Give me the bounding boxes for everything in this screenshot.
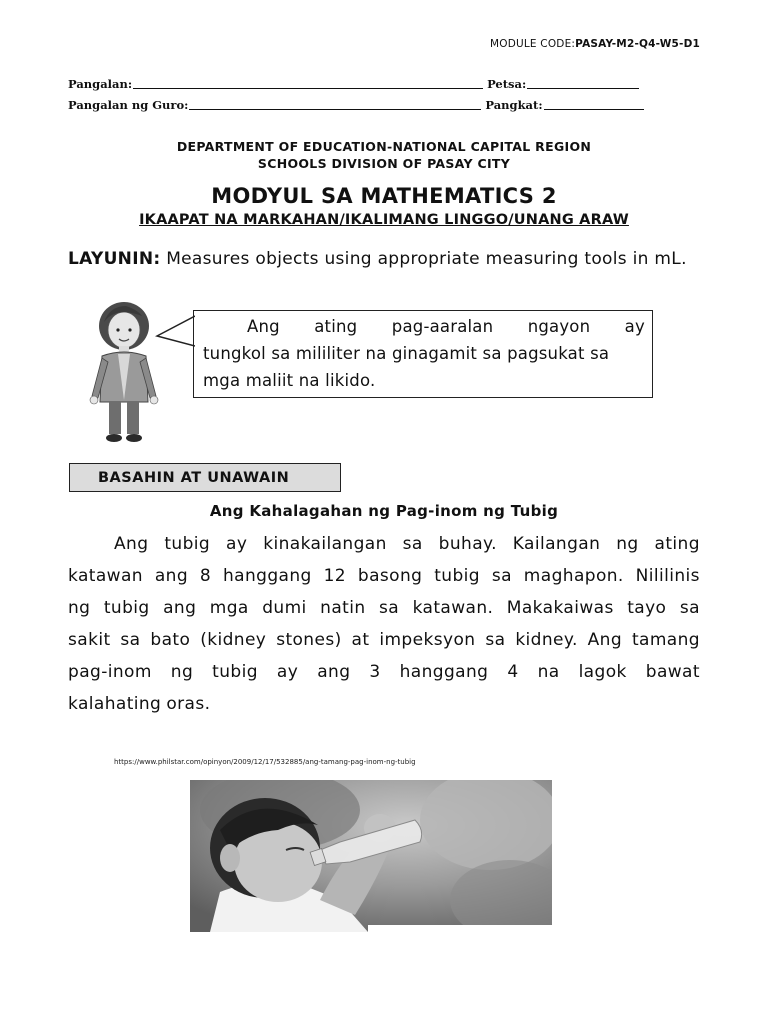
paragraph-word: kidney. <box>515 630 578 650</box>
paragraph-word: ng <box>68 598 91 618</box>
paragraph-word: stones) <box>276 630 342 650</box>
paragraph-word: tubig <box>212 662 258 682</box>
bubble-word: ating <box>314 317 358 336</box>
bubble-line-2: tungkol sa mililiter na ginagamit sa pagsukat sa <box>203 344 610 363</box>
paragraph-word: tubig <box>434 566 480 586</box>
image-source-link[interactable]: https://www.philstar.com/opinyon/2009/12/17/532885/ang-tamang-pag-inom-ng-tubig <box>114 758 416 766</box>
paragraph-word: 4 <box>507 662 519 682</box>
paragraph-word: ang <box>154 566 189 586</box>
paragraph-word: Kailangan <box>512 534 601 554</box>
paragraph-line <box>68 624 700 656</box>
paragraph-line <box>68 592 700 624</box>
section-label: Pangkat: <box>485 98 543 112</box>
paragraph-word: (kidney <box>200 630 267 650</box>
module-code-label: MODULE CODE: <box>489 38 576 50</box>
paragraph-word: ang <box>163 598 197 618</box>
module-code <box>490 38 700 50</box>
division-heading: SCHOOLS DIVISION OF PASAY CITY <box>257 156 511 171</box>
module-subtitle: IKAAPAT NA MARKAHAN/IKALIMANG LINGGO/UNANG ARAW <box>139 212 629 228</box>
paragraph-word: hanggang <box>222 566 312 586</box>
objective-text: Measures objects using appropriate measuring tools in mL. <box>166 249 687 269</box>
paragraph-word: oras. <box>166 694 211 714</box>
paragraph-line <box>68 560 700 592</box>
paragraph-word: ng <box>616 534 639 554</box>
paragraph-word: tubig <box>103 598 150 618</box>
paragraph-word: maghapon. <box>523 566 624 586</box>
paragraph-word: ating <box>654 534 700 554</box>
paragraph-word: sa <box>485 630 506 650</box>
paragraph-word: Nililinis <box>635 566 700 586</box>
paragraph-word: sa <box>679 598 700 618</box>
reading-paragraph <box>68 528 700 720</box>
paragraph-word: bato <box>150 630 191 650</box>
paragraph-word: at <box>351 630 370 650</box>
teacher-blank[interactable] <box>189 97 481 110</box>
paragraph-word: sa <box>491 566 512 586</box>
module-title: MODYUL SA MATHEMATICS 2 <box>211 184 557 208</box>
paragraph-word: impeksyon <box>379 630 476 650</box>
paragraph-word: 8 <box>199 566 212 586</box>
paragraph-word: tamang <box>631 630 700 650</box>
bubble-word: ay <box>624 317 645 336</box>
paragraph-word: na <box>537 662 560 682</box>
paragraph-word: Ang <box>114 534 149 554</box>
paragraph-word: hanggang <box>399 662 489 682</box>
objective-label: LAYUNIN: <box>68 249 161 269</box>
reading-title: Ang Kahalagahan ng Pag-inom ng Tubig <box>209 502 559 520</box>
name-blank[interactable] <box>133 76 483 89</box>
name-date-row <box>68 76 643 91</box>
paragraph-word: 3 <box>369 662 381 682</box>
paragraph-word: tayo <box>627 598 667 618</box>
paragraph-word: ay <box>226 534 248 554</box>
paragraph-word: tubig <box>164 534 211 554</box>
paragraph-word: katawan. <box>412 598 494 618</box>
paragraph-word: Ang <box>587 630 623 650</box>
paragraph-word: natin <box>320 598 366 618</box>
date-label: Petsa: <box>487 77 527 91</box>
paragraph-word: mga <box>209 598 249 618</box>
date-blank[interactable] <box>527 76 639 89</box>
paragraph-word: ay <box>276 662 299 682</box>
paragraph-word: dumi <box>262 598 307 618</box>
paragraph-word: bawat <box>645 662 700 682</box>
objective <box>68 248 700 271</box>
boy-drinking-water-photo <box>190 780 552 932</box>
paragraph-word: 12 <box>323 566 347 586</box>
paragraph-word: ng <box>170 662 194 682</box>
bubble-word: Ang <box>247 317 280 336</box>
paragraph-word: kalahating <box>68 694 162 714</box>
speech-bubble-tail <box>155 308 195 352</box>
paragraph-word: sa <box>402 534 423 554</box>
paragraph-word: katawan <box>68 566 143 586</box>
teacher-label: Pangalan ng Guro: <box>68 98 189 112</box>
module-code-value: PASAY-M2-Q4-W5-D1 <box>575 38 700 50</box>
paragraph-word: sa <box>120 630 141 650</box>
paragraph-word: lagok <box>578 662 627 682</box>
paragraph-word: buhay. <box>438 534 497 554</box>
paragraph-word: Makakaiwas <box>506 598 614 618</box>
paragraph-word: kinakailangan <box>263 534 387 554</box>
paragraph-word: pag-inom <box>68 662 152 682</box>
name-label: Pangalan: <box>68 77 133 91</box>
section-blank[interactable] <box>544 97 644 110</box>
bubble-line-3: mga maliit na likido. <box>203 371 376 390</box>
bubble-line-1 <box>203 313 645 340</box>
paragraph-word: ang <box>317 662 351 682</box>
paragraph-line <box>68 688 700 720</box>
paragraph-line <box>68 528 700 560</box>
paragraph-word: sakit <box>68 630 111 650</box>
paragraph-word: basong <box>357 566 423 586</box>
speech-bubble-text <box>203 313 645 394</box>
paragraph-line <box>68 656 700 688</box>
section-header: BASAHIN AT UNAWAIN <box>69 463 341 492</box>
paragraph-word: sa <box>379 598 400 618</box>
bubble-word: pag-aaralan <box>391 317 494 336</box>
teacher-section-row <box>68 97 648 112</box>
bubble-word: ngayon <box>527 317 591 336</box>
department-heading: DEPARTMENT OF EDUCATION-NATIONAL CAPITAL REGION <box>176 139 592 154</box>
